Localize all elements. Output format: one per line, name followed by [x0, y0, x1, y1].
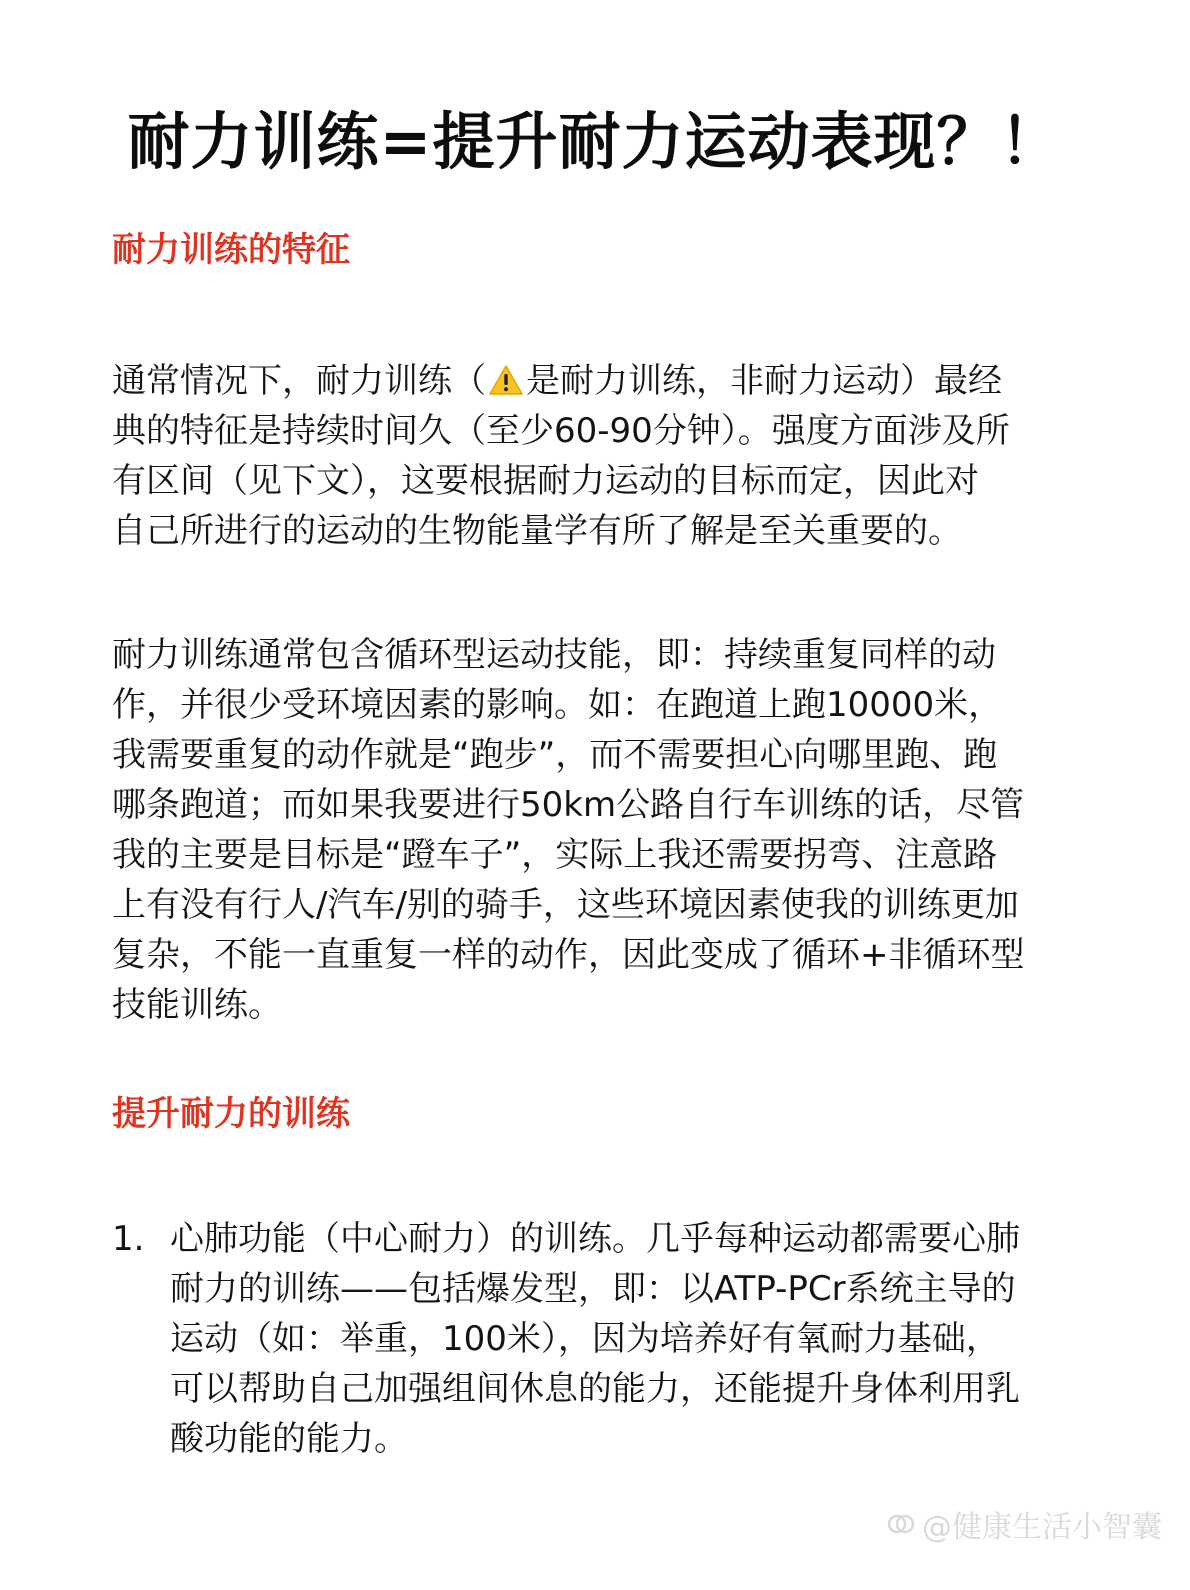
- paragraph-line: 复杂，不能一直重复一样的动作，因此变成了循环+非循环型: [112, 935, 1025, 975]
- section-heading-training: 提升耐力的训练: [112, 1094, 350, 1134]
- watermark-text: @健康生活小智囊: [922, 1510, 1162, 1545]
- paragraph-line: 自己所进行的运动的生物能量学有所了解是至关重要的。: [112, 511, 962, 551]
- list-item-body: [170, 1214, 1070, 1464]
- list-item-number: 1.: [112, 1219, 145, 1259]
- paragraph-line: 通常情况下，耐力训练（ 是耐力训练，非耐力运动）最经: [112, 361, 1002, 401]
- paragraph-line: 我的主要是目标是“蹬车子”，实际上我还需要拐弯、注意路: [112, 835, 998, 875]
- list-item-line: 酸功能的能力。: [170, 1419, 408, 1459]
- paragraph-line: 有区间（见下文），这要根据耐力运动的目标而定，因此对: [112, 461, 979, 501]
- list-item-line: 可以帮助自己加强组间休息的能力，还能提升身体利用乳: [170, 1369, 1020, 1409]
- paragraph-characteristics: [112, 356, 1072, 556]
- platform-logo-icon: [886, 1509, 916, 1539]
- paragraph-line: 作，并很少受环境因素的影响。如：在跑道上跑10000米，: [112, 685, 1003, 725]
- paragraph-line: 技能训练。: [112, 985, 282, 1025]
- paragraph-cyclic-skills: [112, 630, 1072, 1030]
- paragraph-line: 耐力训练通常包含循环型运动技能，即：持续重复同样的动: [112, 635, 996, 675]
- section-heading-characteristics: 耐力训练的特征: [112, 230, 350, 270]
- list-item-line: 耐力的训练——包括爆发型，即：以ATP-PCr系统主导的: [170, 1269, 1016, 1309]
- watermark: [886, 1502, 1162, 1546]
- paragraph-line: 我需要重复的动作就是“跑步”，而不需要担心向哪里跑、跑: [112, 735, 998, 775]
- list-item-line: 运动（如：举重，100米），因为培养好有氧耐力基础，: [170, 1319, 1000, 1359]
- paragraph-line: 哪条跑道；而如果我要进行50km公路自行车训练的话，尽管: [112, 785, 1025, 825]
- page-title: 耐力训练=提升耐力运动表现？！: [127, 105, 1063, 178]
- warning-icon: [488, 364, 524, 396]
- list-item-line: 心肺功能（中心耐力）的训练。几乎每种运动都需要心肺: [170, 1219, 1020, 1259]
- paragraph-line: 典的特征是持续时间久（至少60-90分钟）。强度方面涉及所: [112, 411, 1010, 451]
- paragraph-line: 上有没有行人/汽车/别的骑手，这些环境因素使我的训练更加: [112, 885, 1019, 925]
